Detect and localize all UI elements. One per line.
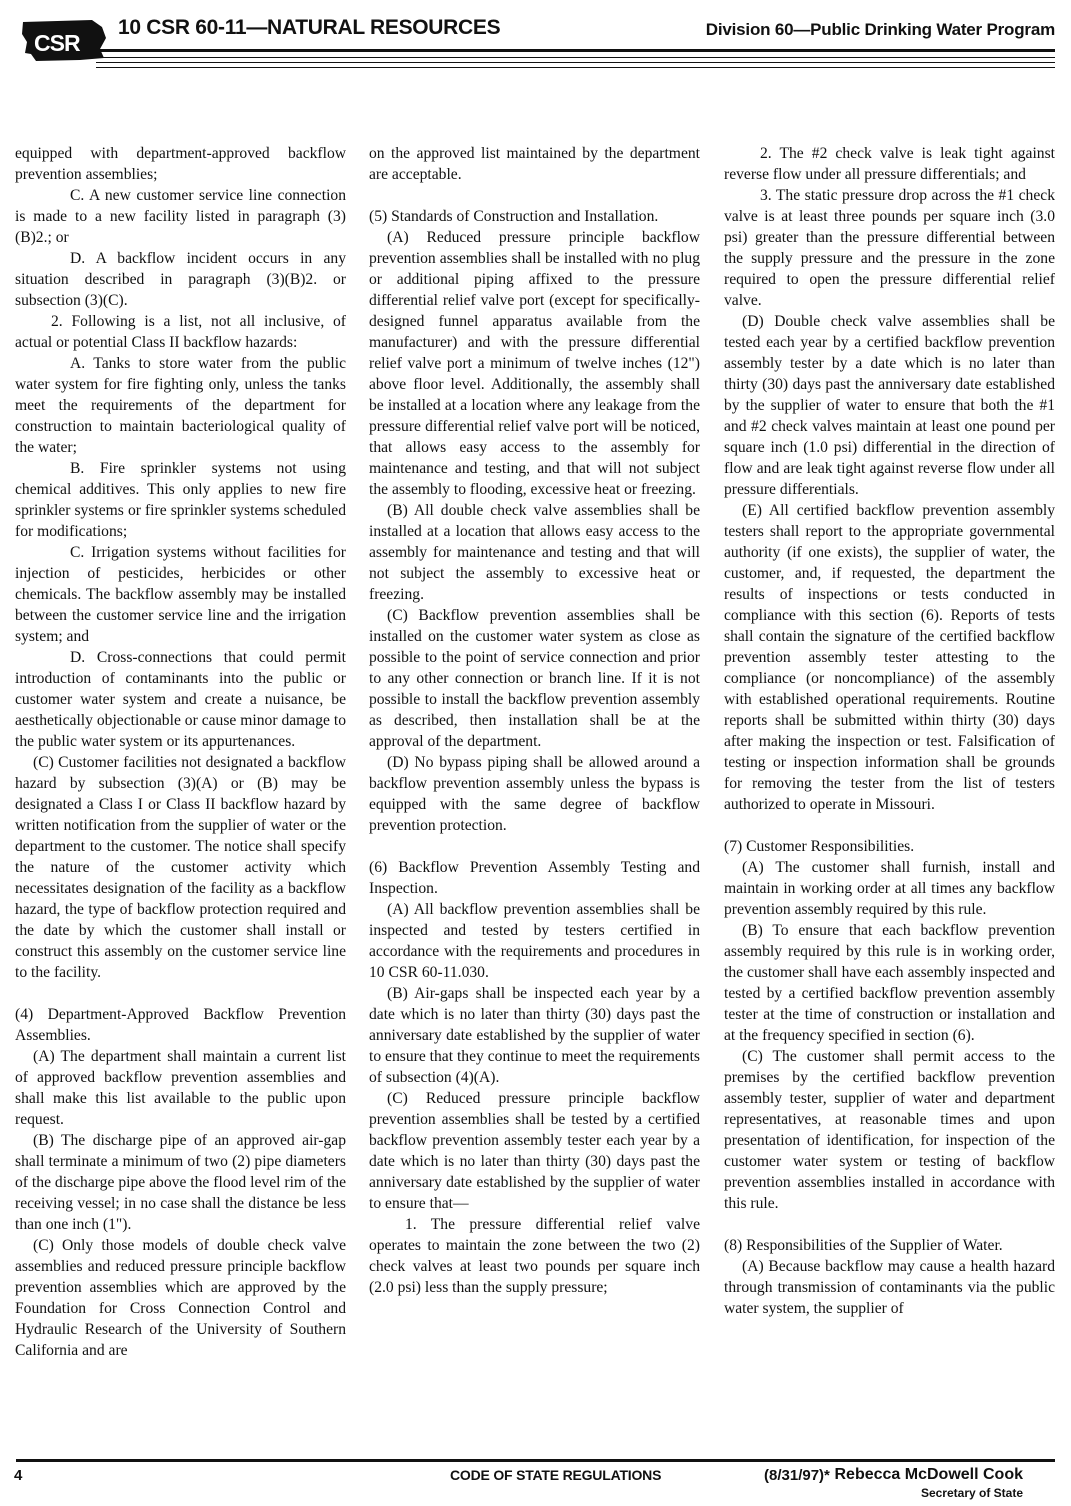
- section-heading: (8) Responsibilities of the Supplier of Water.: [724, 1237, 1003, 1254]
- paragraph: (B) All double check valve assemblies shall be installed at a location that allows easy access to the assembly for maintenance and testing and that will not subject the assembly to excessive heat or freezing.: [369, 502, 700, 603]
- header-rule-thin: [96, 67, 1055, 68]
- footer-publication-title: CODE OF STATE REGULATIONS: [450, 1467, 662, 1483]
- paragraph: C. A new customer service line connection is made to a new facility listed in paragraph (3)(B)2.; or: [15, 187, 346, 246]
- paragraph: (B) The discharge pipe of an approved air-gap shall terminate a minimum of two (2) pipe diameters of the discharge pipe above the flood level rim of the receiving vessel; in no case shall the distance be less than one inch (1").: [15, 1132, 346, 1233]
- paragraph: 2. The #2 check valve is leak tight against reverse flow under all pressure differentials; and: [724, 145, 1055, 183]
- section-heading: (7) Customer Responsibilities.: [724, 838, 915, 855]
- paragraph: (E) All certified backflow prevention assembly testers shall report to the appropriate governmental authority (if one exists), the supplier of water, the customer, and, if requested, the department the results of inspections or tests conducted in compliance with this section (6). Reports of tests shall contain the signature of the certified backflow prevention assembly tester attesting to the compliance (or noncompliance) of the assembly with established operational requirements. Routine reports shall be submitted within thirty (30) days after making the inspection or test. Falsification of testing or inspection information shall be grounds for removing the tester from the list of testers authorized to operate in Missouri.: [724, 502, 1055, 813]
- paragraph: (C) Only those models of double check valve assemblies and reduced pressure principle backflow prevention assemblies which are approved by the Foundation for Cross Connection Control and Hydraulic Research of the University of Southern California and are: [15, 1237, 346, 1359]
- paragraph: B. Fire sprinkler systems not using chemical additives. This only applies to new fire sprinkler systems or fire sprinkler systems scheduled for modifications;: [15, 460, 346, 540]
- paragraph: (B) Air-gaps shall be inspected each year by a date which is no later than thirty (30) days past the anniversary date established by the supplier of water to ensure that they continue to meet the requirements of subsection (4)(A).: [369, 985, 700, 1086]
- csr-logo: [22, 18, 107, 62]
- paragraph: (C) The customer shall permit access to the premises by the certified backflow prevention assembly tester, supplier of water and department representatives, at reasonable times and upon presentation of identification, for inspection of the customer water system or testing of backflow prevention assemblies installed in accordance with this rule.: [724, 1048, 1055, 1212]
- paragraph: (D) Double check valve assemblies shall be tested each year by a certified backflow prevention assembly tester by a date which is no later than thirty (30) days past the anniversary date established by the supplier of water to ensure that both the #1 and #2 check valves maintain at least one pound per square inch (1.0 psi) differential in the direction of flow and are leak tight against reverse flow under all pressure differentials.: [724, 313, 1055, 498]
- section-heading: (5) Standards of Construction and Installation.: [369, 208, 659, 225]
- paragraph: D. Cross-connections that could permit introduction of contaminants into the public or customer water system and create a nuisance, be aesthetically objectionable or cause minor damage to the public water system or its appurtenances.: [15, 649, 346, 750]
- header-chapter-title: 10 CSR 60-11—NATURAL RESOURCES: [118, 16, 501, 39]
- paragraph: (A) The customer shall furnish, install and maintain in working order at all times any backflow prevention assembly required by this rule.: [724, 859, 1055, 918]
- header-rule-thin: [96, 62, 1055, 63]
- text-column-1: [15, 143, 346, 1361]
- paragraph: D. A backflow incident occurs in any situation described in paragraph (3)(B)2. or subsection (3)(C).: [15, 250, 346, 309]
- text-column-2: [369, 143, 700, 1298]
- page-number: 4: [14, 1467, 23, 1484]
- footer-secretary-name: Rebecca McDowell Cook: [834, 1466, 1023, 1483]
- paragraph: (A) The department shall maintain a current list of approved backflow prevention assemblies and shall make this list available to the public upon request.: [15, 1048, 346, 1128]
- paragraph: (C) Backflow prevention assemblies shall be installed on the customer water system as close as possible to the point of service connection and prior to any other connection or branch line. If it is not possible to install the backflow prevention assembly as described, then installation shall be at the approval of the department.: [369, 607, 700, 750]
- section-heading: (4) Department-Approved Backflow Prevention Assemblies.: [15, 1006, 346, 1044]
- section-heading: (6) Backflow Prevention Assembly Testing and Inspection.: [369, 859, 700, 897]
- text-column-3: [724, 143, 1055, 1319]
- paragraph: 1. The pressure differential relief valve operates to maintain the zone between the two (2) check valves at least two pounds per square inch (2.0 psi) less than the supply pressure;: [369, 1216, 700, 1296]
- csr-logo-text: CSR: [34, 30, 80, 56]
- footer-rule: [16, 1459, 1055, 1462]
- paragraph: 2. Following is a list, not all inclusive, of actual or potential Class II backflow hazards:: [15, 313, 346, 351]
- paragraph: (D) No bypass piping shall be allowed around a backflow prevention assembly unless the bypass is equipped with the same degree of backflow prevention protection.: [369, 754, 700, 834]
- paragraph: (A) Because backflow may cause a health hazard through transmission of contaminants via the public water system, the supplier of: [724, 1258, 1055, 1317]
- paragraph: (C) Reduced pressure principle backflow prevention assemblies shall be tested by a certified backflow prevention assembly tester each year by a date which is no later than thirty (30) days past the anniversary date established by the supplier of water to ensure that—: [369, 1090, 700, 1212]
- header-division-title: Division 60—Public Drinking Water Program: [705, 20, 1055, 39]
- footer-secretary-title: Secretary of State: [920, 1486, 1023, 1500]
- paragraph: A. Tanks to store water from the public water system for fire fighting only, unless the tanks meet the requirements of the department for construction to maintain bacteriological quality of the water;: [15, 355, 346, 456]
- paragraph: (A) Reduced pressure principle backflow prevention assemblies shall be installed with no plug or additional piping affixed to the pressure differential relief valve port (except for specifically-designed funnel apparatus available from the manufacturer) and with the pressure differential relief valve port a minimum of twelve inches (12") above floor level. Additionally, the assembly shall be installed at a location where any leakage from the pressure differential relief valve port will be noticed, that allows easy access to the assembly for maintenance and testing, and that will not subject the assembly to flooding, excessive heat or freezing.: [369, 229, 700, 498]
- paragraph: on the approved list maintained by the department are acceptable.: [369, 145, 700, 183]
- paragraph: (B) To ensure that each backflow prevention assembly required by this rule is in working order, the customer shall have each assembly inspected and tested by a certified backflow prevention assembly tester at the time of construction or installation and at the frequency specified in section (6).: [724, 922, 1055, 1044]
- paragraph: (C) Customer facilities not designated a backflow hazard by subsection (3)(A) or (B) may be designated a Class I or Class II backflow hazard by written notification from the supplier of water or the department to the customer. The notice shall specify the nature of the customer activity which necessitates designation of the facility as a backflow hazard, the type of backflow protection required and the date by which the customer shall install or construct this assembly on the customer service line to the facility.: [15, 754, 346, 981]
- paragraph: C. Irrigation systems without facilities for injection of pesticides, herbicides or other chemicals. The backflow assembly may be installed between the customer service line and the irrigation system; and: [15, 544, 346, 645]
- paragraph: (A) All backflow prevention assemblies shall be inspected and tested by testers certified in accordance with the requirements and procedures in 10 CSR 60-11.030.: [369, 901, 700, 981]
- footer-date: (8/31/97)*: [764, 1467, 830, 1484]
- paragraph: equipped with department-approved backflow prevention assemblies;: [15, 145, 346, 183]
- header-rule: [96, 49, 1055, 52]
- paragraph: 3. The static pressure drop across the #1 check valve is at least three pounds per square inch (3.0 psi) greater than the pressure differential between the supply pressure and the pressure in the zone required to open the pressure differential relief valve.: [724, 187, 1055, 309]
- header-rule-thin: [96, 57, 1055, 58]
